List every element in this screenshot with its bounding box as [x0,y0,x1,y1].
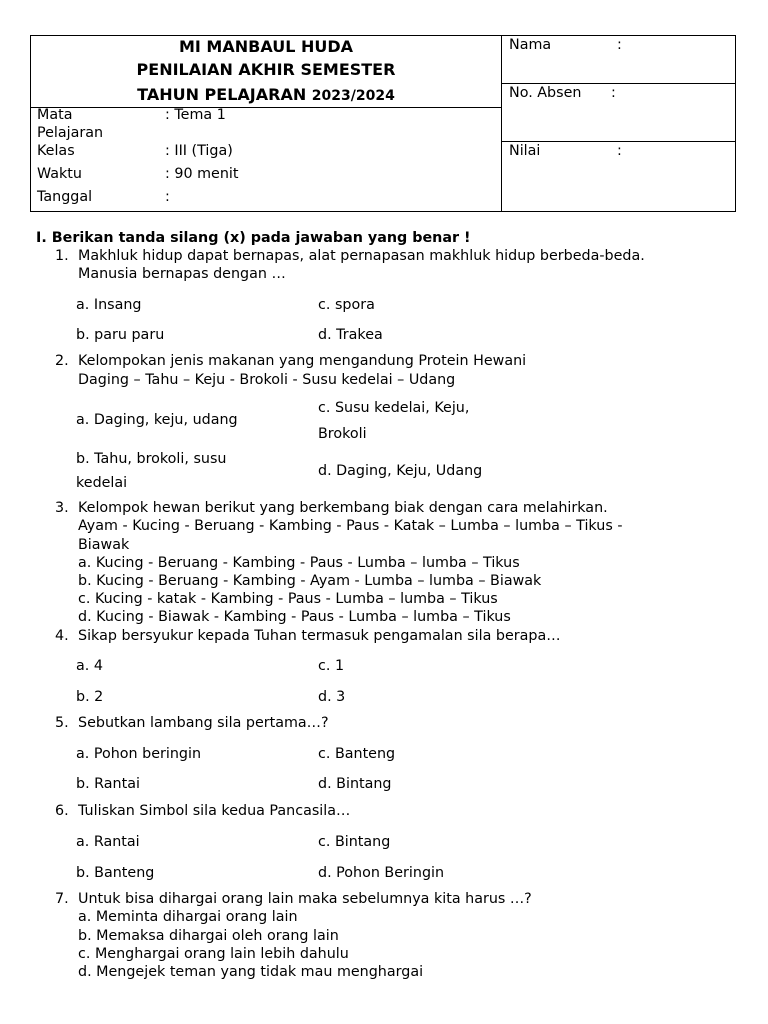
question-number: 5. [55,715,69,731]
option-b[interactable]: b. Banteng [76,865,155,881]
option-c[interactable]: c. Susu kedelai, Keju, [318,400,470,416]
question-number: 4. [55,628,69,644]
name-colon: : [617,37,622,53]
section-title: I. Berikan tanda silang (x) pada jawaban yang benar ! [36,230,471,246]
question-text: Kelompok hewan berikut yang berkembang biak dengan cara melahirkan. [78,500,608,516]
option-d[interactable]: d. 3 [318,689,346,705]
field-date-value: : [165,189,170,205]
question-text: Tuliskan Simbol sila kedua Pancasila… [78,803,351,819]
option-d[interactable]: d. Pohon Beringin [318,865,445,881]
option-d[interactable]: d. Bintang [318,776,392,792]
option-d[interactable]: d. Kucing - Biawak - Kambing - Paus - Lumba – lumba – Tikus [78,609,511,625]
option-a[interactable]: a. Pohon beringin [76,746,202,762]
question-text: Manusia bernapas dengan … [78,266,286,282]
question-number: 3. [55,500,69,516]
option-b[interactable]: b. Memaksa dihargai oleh orang lain [78,928,339,944]
name-label: Nama [509,37,552,53]
school-name: MI MANBAUL HUDA [178,37,354,56]
header-divider-vertical [501,36,502,211]
question-number: 6. [55,803,69,819]
header-divider-left [31,107,501,108]
field-time-value: : 90 menit [165,166,239,182]
question-text: Biawak [78,537,130,553]
option-d[interactable]: d. Mengejek teman yang tidak mau menghargai [78,964,424,980]
field-date-label: Tanggal [37,189,93,205]
score-label: Nilai [509,143,541,159]
question-number: 7. [55,891,69,907]
option-b[interactable]: b. Kucing - Beruang - Kambing - Ayam - Lumba – lumba – Biawak [78,573,542,589]
option-a[interactable]: a. 4 [76,658,103,674]
header-divider-right-1 [501,83,735,84]
option-a[interactable]: a. Daging, keju, udang [76,412,238,428]
question-number: 1. [55,248,69,264]
field-class-value: : III (Tiga) [165,143,233,159]
score-colon: : [617,143,622,159]
field-time-label: Waktu [37,166,82,182]
field-class-label: Kelas [37,143,75,159]
option-b-continued: kedelai [76,475,128,491]
option-c[interactable]: c. Banteng [318,746,396,762]
absen-label: No. Absen [509,85,582,101]
question-text: Makhluk hidup dapat bernapas, alat pernapasan makhluk hidup berbeda-beda. [78,248,645,264]
option-d[interactable]: d. Trakea [318,327,383,343]
academic-year: TAHUN PELAJARAN 2023/2024 [137,85,395,104]
absen-colon: : [611,85,616,101]
option-b[interactable]: b. Rantai [76,776,140,792]
option-c[interactable]: c. Menghargai orang lain lebih dahulu [78,946,349,962]
question-number: 2. [55,353,69,369]
option-a[interactable]: a. Meminta dihargai orang lain [78,909,298,925]
option-c[interactable]: c. spora [318,297,375,313]
field-subject-label: Mata [37,107,73,123]
question-text: Kelompokan jenis makanan yang mengandung Protein Hewani [78,353,527,369]
field-subject-label-2: Pelajaran [37,125,104,141]
exam-title: PENILAIAN AKHIR SEMESTER [136,60,396,79]
option-c[interactable]: c. Kucing - katak - Kambing - Paus - Lumba – lumba – Tikus [78,591,498,607]
option-b[interactable]: b. 2 [76,689,104,705]
option-c-continued: Brokoli [318,426,367,442]
question-text: Daging – Tahu – Keju - Brokoli - Susu kedelai – Udang [78,372,456,388]
header-box [30,35,736,212]
option-b[interactable]: b. Tahu, brokoli, susu [76,451,227,467]
question-text: Sebutkan lambang sila pertama…? [78,715,329,731]
option-a[interactable]: a. Kucing - Beruang - Kambing - Paus - Lumba – lumba – Tikus [78,555,520,571]
option-a[interactable]: a. Rantai [76,834,140,850]
option-c[interactable]: c. 1 [318,658,345,674]
question-text: Ayam - Kucing - Beruang - Kambing - Paus - Katak – Lumba – lumba – Tikus - [78,518,623,534]
option-d[interactable]: d. Daging, Keju, Udang [318,463,483,479]
field-subject-value: : Tema 1 [165,107,226,123]
option-a[interactable]: a. Insang [76,297,142,313]
header-divider-right-2 [501,141,735,142]
question-text: Sikap bersyukur kepada Tuhan termasuk pengamalan sila berapa… [78,628,561,644]
option-c[interactable]: c. Bintang [318,834,391,850]
option-b[interactable]: b. paru paru [76,327,165,343]
question-text: Untuk bisa dihargai orang lain maka sebelumnya kita harus …? [78,891,532,907]
